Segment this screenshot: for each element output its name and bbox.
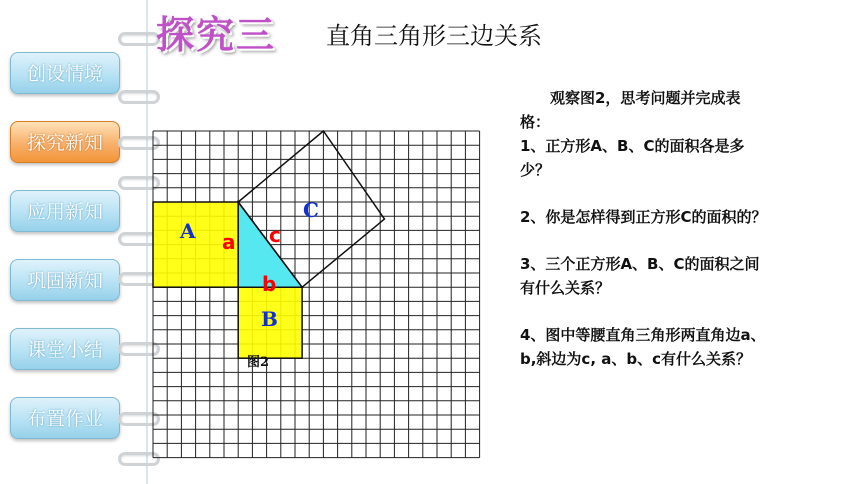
question-panel (520, 86, 770, 394)
nav-item-homework[interactable]: 布置作业 (10, 397, 120, 439)
question-1: 1、正方形A、B、C的面积各是多少？ (520, 137, 745, 179)
page-title: 直角三角形三边关系 (326, 22, 542, 50)
nav-item-create-situation[interactable]: 创设情境 (10, 52, 120, 94)
question-4: 4、图中等腰直角三角形两直角边a、b,斜边为c, a、b、c有什么关系？ (520, 326, 766, 368)
nav-item-explore-new[interactable]: 探究新知 (10, 121, 120, 163)
label-side-b: b (262, 272, 277, 296)
question-2: 2、你是怎样得到正方形C的面积的？ (520, 208, 767, 226)
question-3: 3、三个正方形A、B、C的面积之间有什么关系？ (520, 255, 760, 297)
label-a-square: A (180, 219, 196, 243)
label-side-c: c (269, 223, 281, 247)
grid (153, 131, 480, 458)
label-b-square: B (261, 307, 278, 331)
nav-item-summary[interactable]: 课堂小结 (10, 328, 120, 370)
section-heading: 探究三 (156, 13, 277, 57)
label-side-a: a (222, 230, 236, 254)
nav-item-consolidate[interactable]: 巩固新知 (10, 259, 120, 301)
question-intro: 观察图2，思考问题并完成表格： (520, 89, 741, 131)
figure-caption: 图2 (247, 355, 270, 370)
label-c-square: C (303, 198, 319, 222)
nav-item-apply-new[interactable]: 应用新知 (10, 190, 120, 232)
